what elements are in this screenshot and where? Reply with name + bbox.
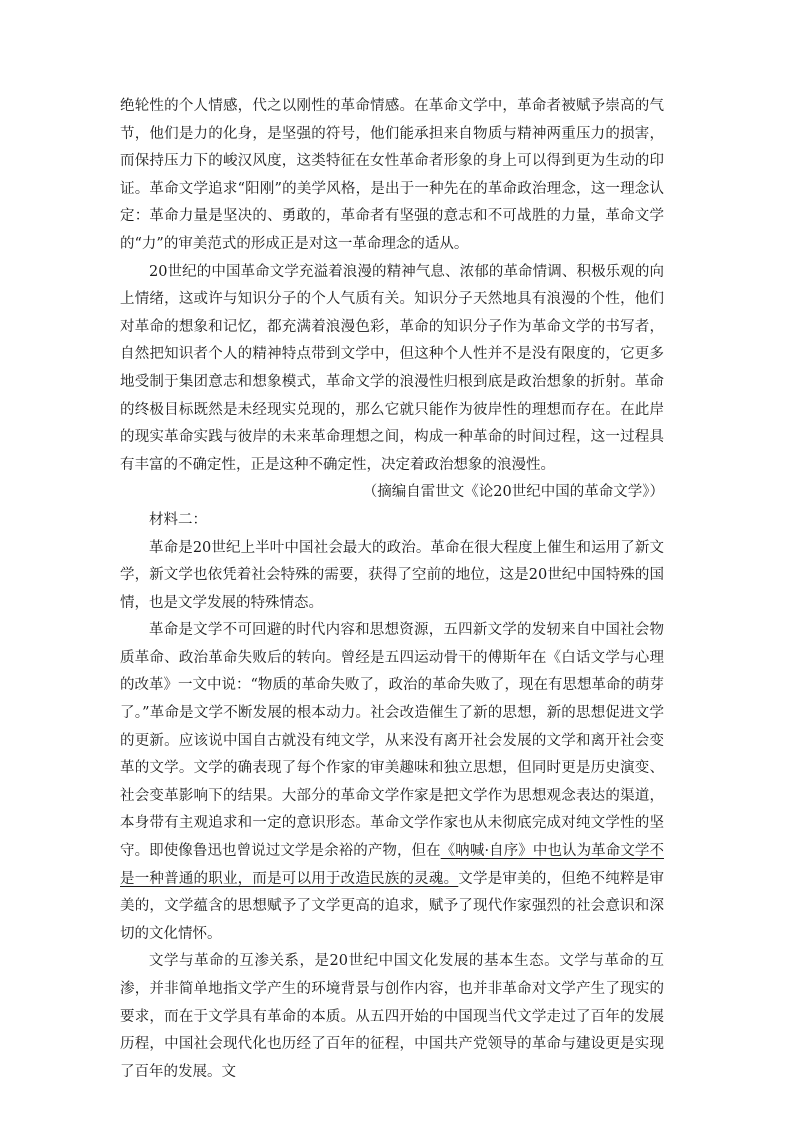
paragraph-3: 革命是20世纪上半叶中国社会最大的政治。革命在很大程度上催生和运用了新文学，新文学也依凭着社会特殊的需要，获得了空前的地位，这是20世纪中国特殊的国情，也是文学发展的特殊情态。 [120, 539, 664, 611]
document-body [120, 93, 664, 1086]
paragraph-4-text-b: 文学是审美的，但绝不纯粹是审美的，文学蕴含的思想赋予了文学更高的追求，赋予了现代作家强烈的社会意识和深切的文化情怀。 [120, 870, 665, 942]
paragraph-4 [120, 617, 664, 948]
paragraph-5: 文学与革命的互渗关系，是20世纪中国文化发展的基本生态。文学与革命的互渗，并非简单地指文学产生的环境背景与创作内容，也并非革命对文学产生了现实的要求，而在于文学具有革命的本质。从五四开始的中国现当代文学走过了百年的发展历程，中国社会现代化也历经了百年的征程，中国共产党领导的革命与建设更是实现了百年的发展。文 [120, 953, 664, 1080]
paragraph-2: 20世纪的中国革命文学充溢着浪漫的精神气息、浓郁的革命情调、积极乐观的向上情绪，这或许与知识分子的个人气质有关。知识分子天然地具有浪漫的个性，他们对革命的想象和记忆，都充满着浪漫色彩，革命的知识分子作为革命文学的书写者，自然把知识者个人的精神特点带到文学中，但这种个人性并不是没有限度的，它更多地受制于集团意志和想象模式，革命文学的浪漫性归根到底是政治想象的折射。革命的终极目标既然是未经现实兑现的，那么它就只能作为彼岸性的理想而存在。在此岸的现实革命实践与彼岸的未来革命理想之间，构成一种革命的时间过程，这一过程具有丰富的不确定性，正是这种不确定性，决定着政治想象的浪漫性。 [120, 263, 664, 473]
underlined-quote: 《呐喊·自序》中也认为革命文学不是一种普通的职业，而是可以用于改造民族的灵魂。 [120, 843, 664, 887]
paragraph-1: 绝轮性的个人情感，代之以刚性的革命情感。在革命文学中，革命者被赋予崇高的气节，他们是力的化身，是坚强的符号，他们能承担来自物质与精神两重压力的损害，而保持压力下的峻汉风度，这类特征在女性革命者形象的身上可以得到更为生动的印证。革命文学追求“阳刚”的美学风格，是出于一种先在的革命政治理念，这一理念认定：革命力量是坚决的、勇敢的，革命者有坚强的意志和不可战胜的力量，革命文学的“力”的审美范式的形成正是对这一革命理念的适从。 [120, 98, 664, 252]
paragraph-4-text-a: 革命是文学不可回避的时代内容和思想资源，五四新文学的发轫来自中国社会物质革命、政治革命失败后的转向。曾经是五四运动骨干的傅斯年在《白话文学与心理的改革》一文中说：“物质的革命失败了，政治的革命失败了，现在有思想革命的萌芽了。”革命是文学不断发展的根本动力。社会改造催生了新的思想，新的思想促进文学的更新。应该说中国自古就没有纯文学，从来没有离开社会发展的文学和离开社会变革的文学。文学的确表现了每个作家的审美趣味和独立思想，但同时更是历史演变、社会变革影响下的结果。大部分的革命文学作家是把文学作为思想观念表达的渠道，本身带有主观追求和一定的意识形态。革命文学作家也从未彻底完成对纯文学性的坚守。即使像鲁迅也曾说过文学是余裕的产物，但在 [120, 622, 664, 860]
material-two-label: 材料二： [149, 511, 207, 528]
source-citation: （摘编自雷世文《论20世纪中国的革命文学》） [362, 484, 664, 501]
